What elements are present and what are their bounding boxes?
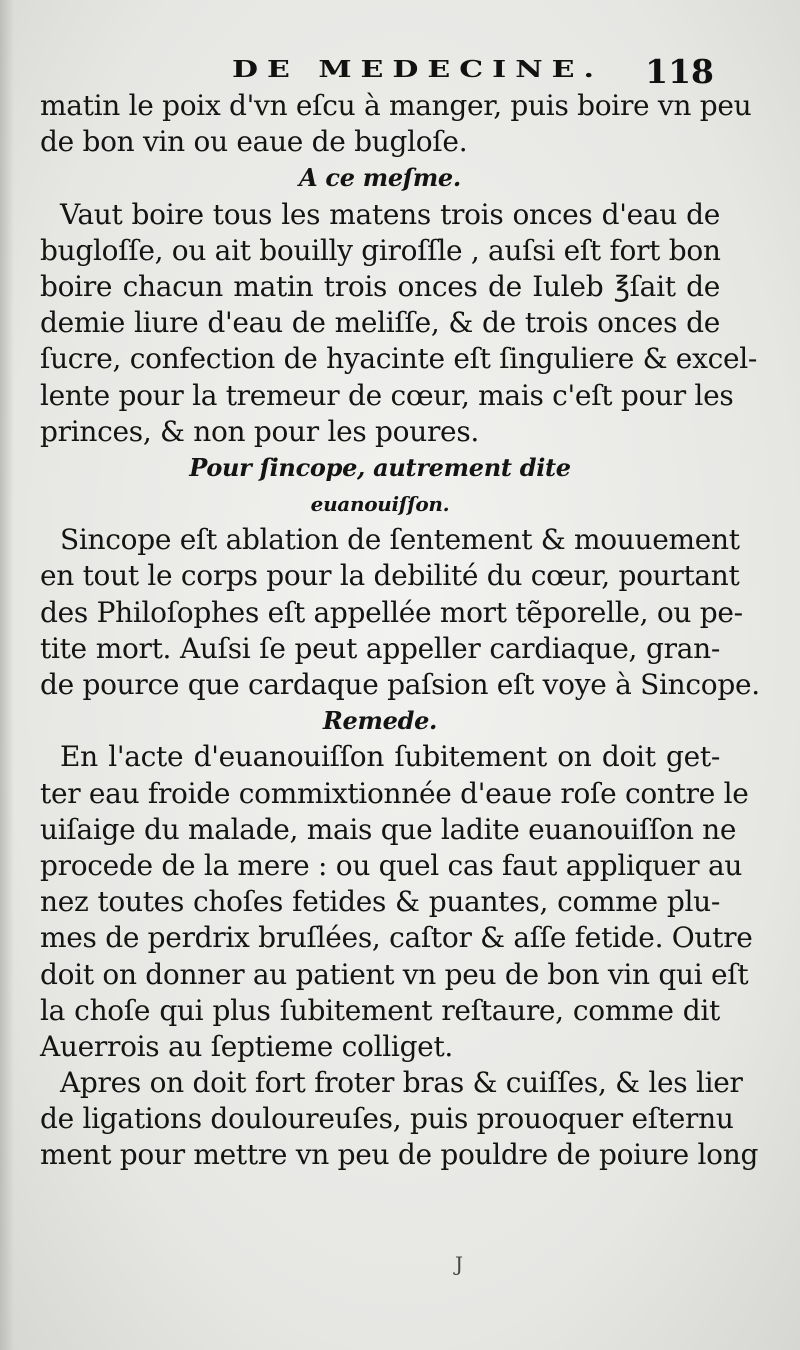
text-line: de bon vin ou eaue de bugloſe.: [40, 125, 468, 159]
text-line: tite mort. Auſsi ſe peut appeller cardiaque, gran-: [40, 631, 720, 665]
text-line: ter eau froide commixtionnée d'eaue roſe contre le: [40, 776, 749, 810]
text-line: matin le poix d'vn eſcu à manger, puis boire vn peu: [40, 89, 752, 122]
section-heading: A ce meſme.: [299, 163, 461, 193]
text-line: ſucre, confection de hyacinte eſt ſinguliere & excel-: [40, 342, 758, 376]
text-line: En l'acte d'euanouiſſon ſubitement on doit get-: [60, 740, 720, 774]
text-line: Sincope eſt ablation de ſentement & mouuement: [60, 523, 740, 557]
section-heading: Pour ſincope, autrement dite: [189, 452, 571, 482]
page-number: 118: [645, 52, 714, 91]
text-line: des Philoſophes eſt appellée mort tẽporelle, ou pe-: [40, 595, 743, 629]
text-line: nez toutes choſes fetides & puantes, comme plu-: [40, 885, 720, 919]
text-line: en tout le corps pour la debilité du cœur, pourtant: [40, 559, 740, 593]
text-line: princes, & non pour les poures.: [40, 414, 480, 448]
text-line: Auerrois au ſeptieme colliget.: [40, 1029, 454, 1063]
text-line: doit on donner au patient vn peu de bon vin qui eſt: [40, 957, 749, 991]
text-line: Apres on doit fort froter bras & cuiſſes, & les lier: [60, 1066, 743, 1100]
footer-mark: J: [455, 1252, 464, 1276]
page-gutter-shadow: [0, 0, 14, 1350]
text-line: de pource que cardaque paſsion eſt voye à Sincope.: [40, 668, 760, 701]
text-line: bugloſſe, ou ait bouilly giroſſle , auſsi eſt fort bon: [40, 233, 721, 267]
text-line: de ligations douloureuſes, puis prouoquer eſternu: [40, 1102, 734, 1136]
text-line: lente pour la tremeur de cœur, mais c'eſt pour les: [40, 378, 734, 412]
text-line: mes de perdrix bruſlées, caſtor & aſſe fetide. Outre: [40, 921, 753, 955]
text-line: uiſaige du malade, mais que ladite euanouiſſon ne: [40, 812, 737, 846]
section-heading: euanouiſſon.: [310, 492, 450, 517]
text-line: la choſe qui plus ſubitement reſtaure, comme dit: [40, 993, 720, 1027]
text-line: Vaut boire tous les matens trois onces d'eau de: [60, 197, 720, 231]
text-line: demie liure d'eau de meliſſe, & de trois onces de: [40, 306, 720, 340]
section-heading: Remede.: [322, 706, 438, 736]
text-line: procede de la mere : ou quel cas faut appliquer au: [40, 848, 743, 882]
text-line: boire chacun matin trois onces de Iuleb ℥ſait de: [40, 269, 720, 303]
text-block: [40, 88, 760, 1174]
running-head: DE MEDECINE.: [232, 56, 603, 84]
text-line: ment pour mettre vn peu de pouldre de poiure long: [40, 1138, 759, 1172]
